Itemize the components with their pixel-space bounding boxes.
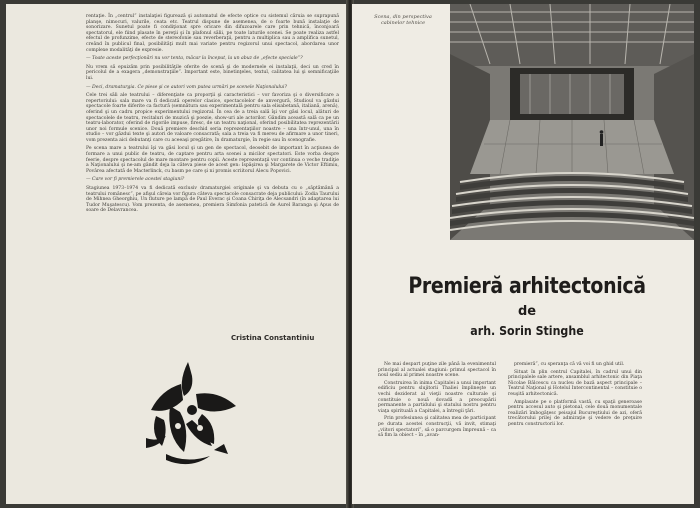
article-subtitle: de [517,304,537,319]
theatre-mask-emblem-icon [126,354,256,474]
interview-body [86,14,339,217]
left-page [6,4,348,504]
paragraph: Amplasate pe o platformă vastă, cu spaţii generoase pentru accesul auto şi pietonal, cele două monumentale realizări îmbogăţesc peisajul Bucureştiului de azi, oferă trecătorului prilej de admiraţie şi vedere de preţuire pentru constructorii lor. [508,399,642,427]
paragraph: Pe scena mare a teatrului îşi va găsi locul şi un gen de spectacol, deosebit de important în acţiunea de formare a unui public de teatru, de captare pentru arta scenei a micilor spectatori. Este vorba despre feerie, despre spectacolul de mare montare pentru copii. Aceste reprezentaţii vor continua o veche tradiţie a Naţionalului şi ne-am gândit deja la câteva piese de acest gen: Ispăşirea şi Margarete de Victor Eftimiu, Povârea afectată de Macterlinck, cu basm pe care şi ni promis scriitorul Alecu Popovici. [86,146,339,174]
paragraph: rentaţie. În „centrul” instalaţiei figurează şi automatul de efecte optice cu sistemul căruia se suprapună planşe, nimocuri, valurile, ceata etc. Teatrul dispune de asemenea, de o foarte bună instalaţie de sonorizare. Sunetul poate fi condiţionat spre oricare din difuzoarele care prin tehnică, înconjoară spectatorul, ele fiind plasate în pereţii şi în plafonul sălii, pe toate laturile scenei. Se poate realiza astfel efectul de profunzime, efecte de stereofonie sau reverberaţii, pentru a multiplica sau a amplifica sunetul, creând în publicul final, posibilităţi mult mai variate pentru regizorul unui spectacol, abordarea unor complexe modalităţi de expresie. [86,14,339,53]
article-column-1 [378,362,496,441]
interview-question: — Care vor fi premierele acestei stagiuni? [86,177,185,183]
author-name: Cristina Constantiniu [231,334,315,342]
paragraph: Cele trei săli ale teatrului – diferenţiate ca proporţii şi caracteristici – vor favoriza şi o diversificare a repertoriului: sala mare va fi dedicată operelor clasice, spectacolelor de anvergură, Studioul va găzdui spectacole foarte diferite ca factură (semnătura sau experimentală pentru sala elisabetană, italiană, arenă), oferind şi un cadru propice experimentului regizoral. În cea de a treia sală îşi vor găsi locul, alături de spectacolele de teatru, recitaluri de muzică şi poezie, show-uri ale actorilor. Gândim această sală ca pe un teatru-laborator, oferind de rigorile impuse, firesc, de un teatru naţional, oferind posibilitatea reprezentării unor noi formule scenice. Două premiere deschid seria reprezentaţiilor noastre – una într-unul, una în studio – vor găzdui texte şi autori de valoare consacrată; sala a treia va fi mereu de afirmare a unor tineri, vom prezenta aici debutanţi care cu aceeaşi pregătire, în dramaturgie, în regie sau în scenografie. [86,93,339,143]
paragraph: Nu vrem să epuizăm prin posibilităţile oferite de scenă şi de modernele ei instalaţii, deci un cred în pericolul de a exagera „demonstraţiile”. Important este, binetinţeles, textul, calitatea lui şi semnificaţiile lui. [86,64,339,81]
paragraph: Prin profesiunea şi calitatea mea de participant pe durata acestei construcţii, vă invit, stimaţi „viitori spectatori”, să o parcurgem împreună – ca să fim la obiect – în „avan- [378,416,496,439]
interview-question: — Deci, dramaturgia. Ce piese şi ce autori vom putea urmări pe scenele Naţionalului? [86,84,287,90]
right-page [352,4,694,504]
paragraph: Construirea în inima Capitalei a unui important edificiu pentru slujitorii Thaliei împlineşte un vechi deziderat al vieţii noastre culturale şi constituie o nouă dovadă a preocupării permanente a partidului şi statului nostru pentru viaţa spirituală a Capitalei, a întregii ţări. [378,380,496,414]
paragraph: Stagiunea 1973–1974 va fi dedicată exclusiv dramaturgiei originale şi va debuta cu o „săptămână a teatrului românesc”, pe afişul căreia vor figura câteva spectacole consacrate deja publicului: Zodia Taurului de Mihnea Gheorghiu, Un fluture pe lampă de Paul Everac şi Coana Chiriţa de Alecsandri (în adaptarea lui Tudor Muşatescu). Vom prezenta, de asemenea, premiera Simfonia patetică de Aurel Baranga şi Apus de soare de Delavrancea. [86,186,339,214]
auditorium-photo [450,4,694,240]
article-byline: arh. Sorin Stinghe [470,324,584,338]
interview-question: — Toate aceste perfecţionări nu vor tenta, măcar la început, la un abuz de „efecte speciale”? [86,56,303,62]
photo-caption: Scena, din perspectiva cabinelor tehnice [374,14,432,27]
article-title: Premieră arhitectonică [408,274,646,299]
paragraph: Situat în plin centrul Capitalei, în cadrul unui din principalele sale artere, ansamblul arhitectonic din Piaţa Nicolae Bălcescu ca nucleu de bază aspect principale – Teatrul Naţional şi Hotelul Intercontinental – constituie o reuşită arhitectonică. [508,369,642,397]
paragraph: premieră”, cu speranţa că vă voi fi un ghid util. [514,362,625,367]
article-column-2 [508,362,642,430]
paragraph: Ne mai despart puţine zile până la evenimentul principal al actualei stagiuni: primul spectacol în noul sediu al primei noastre scene. [378,362,496,379]
